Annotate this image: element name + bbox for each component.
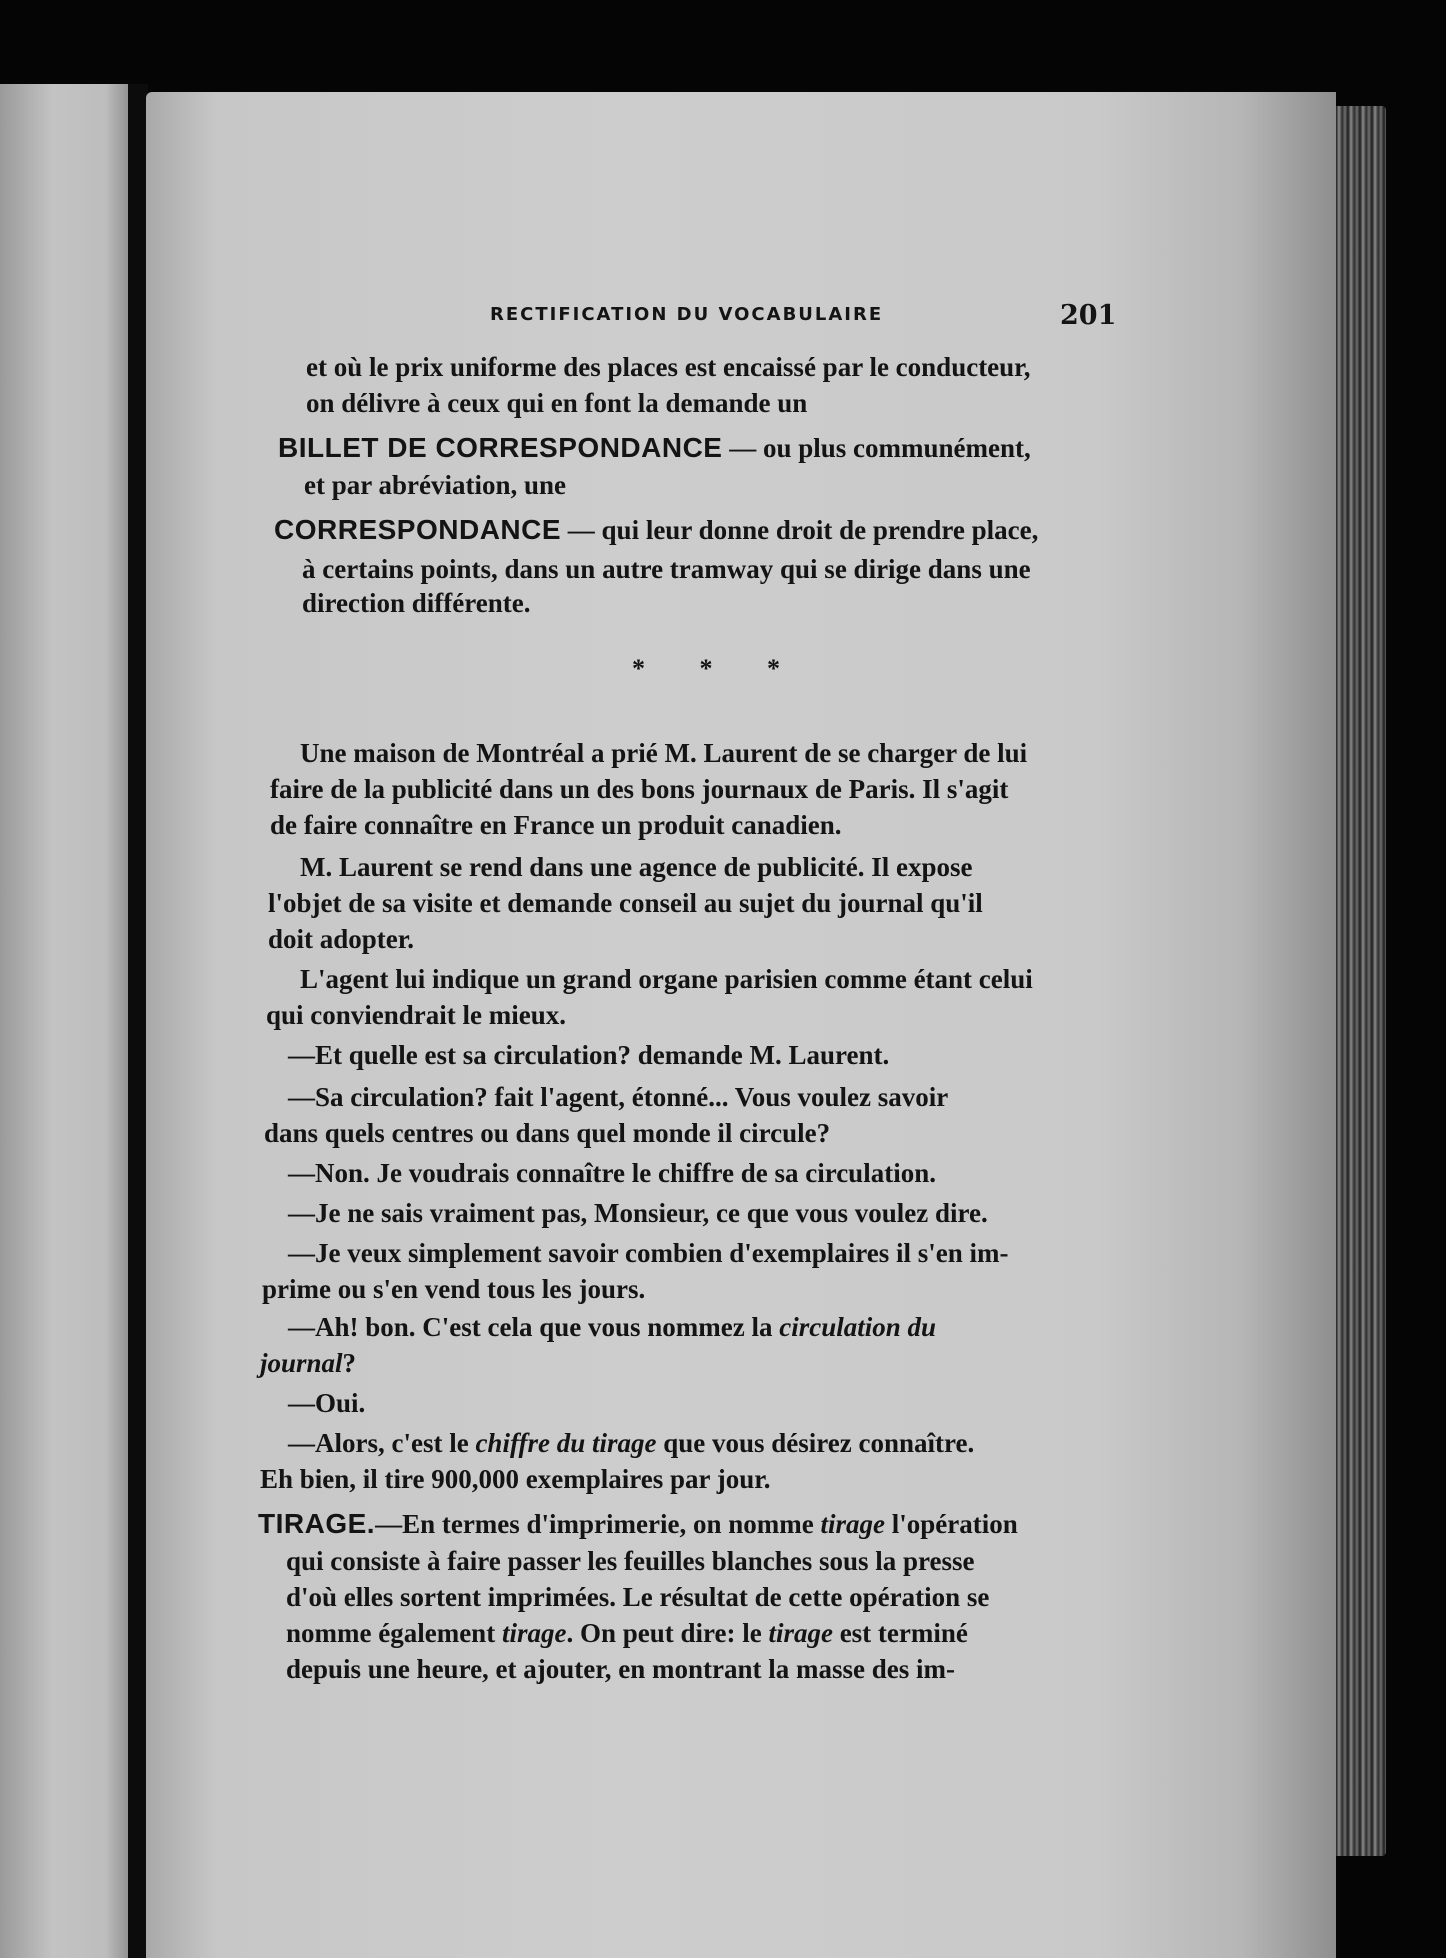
entry-tirage	[258, 1508, 1018, 1540]
text-line: M. Laurent se rend dans une agence de publicité. Il expose	[300, 852, 973, 882]
text-fragment: est terminé	[832, 1618, 968, 1648]
text-line: doit adopter.	[268, 924, 415, 954]
dialogue-line	[260, 1348, 356, 1379]
italic-term: tirage	[501, 1618, 567, 1648]
text-fragment: . On peut dire: le	[566, 1618, 769, 1648]
text-line: d'où elles sortent imprimées. Le résultat de cette opération se	[286, 1582, 990, 1612]
entry-billet-de-correspondance	[278, 432, 1031, 464]
text-fragment: ?	[342, 1348, 357, 1378]
italic-term: tirage	[768, 1618, 833, 1648]
dialogue-line: Eh bien, il tire 900,000 exemplaires par jour.	[260, 1464, 771, 1494]
text-fragment: —Ah! bon. C'est cela que vous nommez la	[288, 1312, 780, 1342]
text-line: Une maison de Montréal a prié M. Laurent de se charger de lui	[300, 738, 1028, 768]
page-number: 201	[1060, 300, 1117, 331]
text-fragment: que vous désirez connaître.	[656, 1428, 975, 1458]
entry-term: BILLET DE CORRESPONDANCE	[278, 432, 723, 463]
text-line: de faire connaître en France un produit canadien.	[270, 810, 842, 840]
dialogue-line: —Je ne sais vraiment pas, Monsieur, ce que vous voulez dire.	[288, 1198, 988, 1228]
dialogue-line: —Sa circulation? fait l'agent, étonné... Vous voulez savoir	[288, 1082, 949, 1112]
text-line	[286, 1618, 968, 1649]
italic-term: journal	[260, 1348, 343, 1378]
text-line: qui conviendrait le mieux.	[266, 1000, 567, 1030]
entry-correspondance	[274, 514, 1038, 546]
text-fragment: — qui leur donne droit de prendre place,	[561, 515, 1039, 545]
dialogue-line	[288, 1312, 936, 1343]
dialogue-line: —Non. Je voudrais connaître le chiffre de sa circulation.	[288, 1158, 936, 1188]
italic-term: chiffre du tirage	[475, 1428, 657, 1458]
dialogue-line: —Et quelle est sa circulation? demande M. Laurent.	[288, 1040, 890, 1070]
text-line: faire de la publicité dans un des bons journaux de Paris. Il s'agit	[270, 774, 1009, 804]
text-line: et où le prix uniforme des places est encaissé par le conducteur,	[306, 352, 1031, 382]
dialogue-line: —Oui.	[288, 1388, 366, 1418]
text-line: L'agent lui indique un grand organe parisien comme étant celui	[300, 964, 1033, 994]
text-line: on délivre à ceux qui en font la demande un	[306, 388, 808, 418]
text-fragment: l'opération	[884, 1509, 1018, 1539]
dialogue-line	[288, 1428, 974, 1459]
italic-term: tirage	[820, 1509, 885, 1539]
text-fragment: —En termes d'imprimerie, on nomme	[375, 1509, 821, 1539]
text-fragment: — ou plus communément,	[722, 433, 1031, 463]
text-line: et par abréviation, une	[304, 470, 566, 500]
running-title: RECTIFICATION DU VOCABULAIRE	[490, 304, 884, 325]
entry-term: CORRESPONDANCE	[274, 514, 562, 545]
italic-term: circulation du	[779, 1312, 937, 1342]
text-line: depuis une heure, et ajouter, en montrant la masse des im-	[286, 1654, 955, 1684]
entry-term: TIRAGE.	[258, 1508, 376, 1539]
text-line: à certains points, dans un autre tramway qui se dirige dans une	[302, 554, 1031, 584]
dialogue-line: dans quels centres ou dans quel monde il circule?	[264, 1118, 831, 1148]
dialogue-line: —Je veux simplement savoir combien d'exemplaires il s'en im-	[288, 1238, 1009, 1268]
dialogue-line: prime ou s'en vend tous les jours.	[262, 1274, 646, 1304]
text-line: direction différente.	[302, 588, 531, 618]
text-line: qui consiste à faire passer les feuilles blanches sous la presse	[286, 1546, 975, 1576]
text-fragment: nomme également	[286, 1618, 502, 1648]
text-line: l'objet de sa visite et demande conseil au sujet du journal qu'il	[268, 888, 983, 918]
text-fragment: —Alors, c'est le	[288, 1428, 476, 1458]
section-separator: * * *	[632, 654, 804, 683]
